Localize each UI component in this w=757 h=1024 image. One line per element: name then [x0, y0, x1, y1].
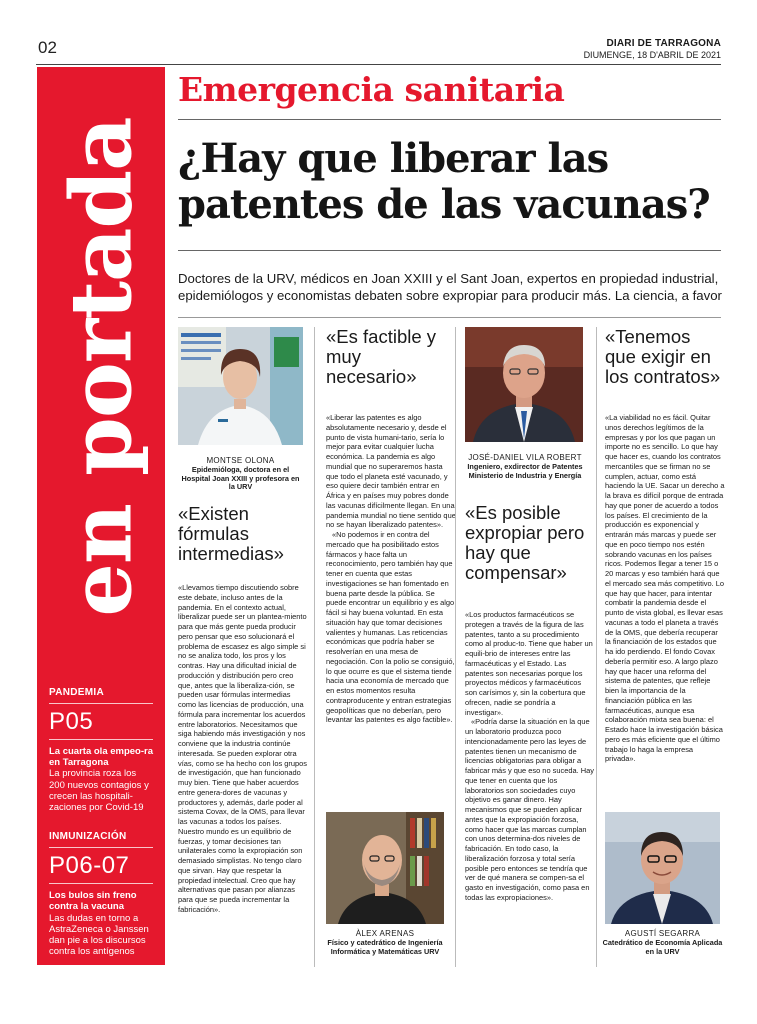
index-section: INMUNIZACIÓN: [49, 831, 153, 848]
expert-role: Ingeniero, exdirector de Patentes Ministerio de Industria y Energía: [467, 461, 583, 480]
index-panel: [37, 667, 165, 965]
expert-name: ÀLEX ARENAS: [355, 929, 415, 938]
article-subtitle: Doctores de la URV, médicos en Joan XXIII y el Sant Joan, expertos en propiedad industrial, epidemiólogos y economistas debaten sobre expropiar para producir más. La ciencia, a favor: [178, 271, 722, 303]
article-body: [465, 610, 595, 903]
kicker-divider: [178, 119, 721, 120]
index-entry[interactable]: [49, 813, 153, 957]
subtitle-divider: [178, 317, 721, 318]
index-teaser-text: La provincia roza los 200 nuevos contagios y crecen las hospitali-zaciones por Covid-19: [49, 768, 149, 814]
article-body: [605, 413, 725, 764]
portrait-photo: [605, 812, 720, 924]
body-paragraph: «Los productos farmacéuticos se protegen a través de la figura de las patentes, tanto a su procedimiento como al produc-to. Tiene que haber un equili-brio de intereses entre las farmacéuticas y el Estado. Las patentes son necesarias porque los proyectos médicos y farmacéuticos son carísimos y, sin la cobertura que ofrecen, nadie se pondría a investigar».: [465, 610, 593, 717]
article-headline: ¿Hay que liberar las patentes de las vacunas?: [178, 135, 710, 228]
headline-divider: [178, 250, 721, 251]
expert-role: Físico y catedrático de Ingeniería Informática y Matemáticas URV: [327, 937, 443, 956]
expert-name: AGUSTÍ SEGARRA: [624, 929, 701, 938]
pull-quote: «Es factible y muy necesario»: [326, 326, 437, 387]
section-band: [37, 67, 165, 667]
index-teaser-text: Las dudas en torno a AstraZeneca o Janssen dan pie a los discursos contra los antígenos: [49, 912, 149, 958]
portrait-photo: [465, 327, 583, 442]
pull-quote: «Existen fórmulas intermedias»: [178, 503, 284, 564]
article-kicker: Emergencia sanitaria: [178, 70, 565, 109]
index-pages: P06-07: [49, 848, 153, 884]
expert-role: Epidemióloga, doctora en el Hospital Joan XXIII y profesora en la URV: [181, 464, 300, 492]
portrait-photo: [178, 327, 303, 445]
index-section: PANDEMIA: [49, 687, 153, 704]
column-divider: [314, 327, 315, 967]
index-teaser: [49, 746, 153, 813]
newspaper-name: DIARI DE TARRAGONA: [606, 38, 721, 49]
expert-name: MONTSE OLONA: [206, 456, 275, 465]
body-paragraph: «No podemos ir en contra del mercado que ha posibilitado estos fármacos y hace falta un reconocimiento, pero también hay que tener en cuenta que estas investigaciones se han fomentado en buena parte desde la pública. Se puede encontrar un equilibrio y es algo fácil si hay buena voluntad. En esta situación hay que tomar decisiones valientes y humanas. Las reticencias económicas que podría haber se resolverían en una mesa de negociación. Con la polio se consiguió, lo que ocurre es que el sistema tiende hacia una economía de mercado que en estos momentos resulta contraproducente y entran estrategias geopolíticas que no deberían, pero levantar las patentes es algo factible».: [326, 530, 455, 725]
body-paragraph: «La viabilidad no es fácil. Quitar unos derechos legítimos de la empresas y por los que pagan un importe no es sencillo. Lo que hay que hacer es, cuando los contratos mercantiles que se firman no se cumplen, actuar, como está haciendo la UE. Sacar un derecho a la brava es difícil porque de entrada hay que poner de acuerdo a todos los países. El crecimiento de la producción es exponencial y entrarán más marcas y puede ser que en poco tiempo nos estén sobrando vacunas en los países ricos. Podemos llegar a tener 15 o 20 marcas y eso también hará que el mercado sea más competitivo. Lo que hay que hacer, para intentar combatir la pandemia desde el punto de vista global, es llevar esas vacunas a todo el planeta a través de la OMS, que debería recuperar la financiación de los estados que ha ido perdiendo. El fondo Covax debería permitir eso. A largo plazo hay que hacer una reforma del sistema de patentes, que refleje bien la importancia de la financiación pública en las farmacéuticas, aunque esa colaboración mixta sea buena: el Estado hace la investigación básica pero es más eficiente que el último trabajo lo haga la empresa privada».: [605, 413, 725, 764]
body-paragraph: «Liberar las patentes es algo absolutamente necesario y, desde el punto de vista humani-tario, sería lo mejor para evitar cualquier lucha económica. La pandemia es algo mundial que no superaremos hasta que todo el planeta esté vacunado, y eso quiere decir también entrar en África y en países muy pobres donde las vacunas difícilmente llegan. En una pandemia mundial no tiene sentido que no se hayan liberalizado patentes».: [326, 413, 456, 530]
header-divider: [36, 64, 721, 65]
index-pages: P05: [49, 704, 153, 740]
photo-caption: [600, 930, 725, 956]
portrait-photo: [326, 812, 444, 924]
pull-quote: «Tenemos que exigir en los contratos»: [605, 326, 721, 387]
index-teaser: [49, 890, 153, 957]
pull-quote: «Es posible expropiar pero hay que compensar»: [465, 502, 585, 583]
photo-caption: [460, 454, 590, 480]
article-body: [326, 413, 456, 725]
body-paragraph: «Llevamos tiempo discutiendo sobre este debate, incluso antes de la pandemia. En el contexto actual, liberalizar puede ser un plantea-miento para que más gente pueda producir pero pensar que eso solucionará el problema de escasez es algo simple si no se analiza todo, los pros y los contras. Hay una dificultad inicial de producción y distribución pero creo que, antes que la liberaliza-ción, se pueden usar fórmulas intermedias como las licencias de producción, una fórmula para incrementar los acuerdos entre laboratorios. Necesitamos que siga habiendo más investigación y nos conviene que la industria continúe interesada. Se pueden explorar otra vías, como se ha hecho con los grupos de investigación, que han funcionado muy bien. Tiene que haber acuerdos entre genera-dores de vacunas y productores y, además, darle poder al sistema Covax, de la OMS, para llevar las vacunas a todos los países. Nuestro mundo es un equilibrio de fuerzas, y tomar decisiones tan unilaterales como la expropiación son demasiado simplistas. No tengo claro que sirvan. Hay que respetar la propiedad intelectual. Creo que hay alternativas que pasan por alianzas para que se pueda incrementar la fabricación».: [178, 583, 307, 914]
column-divider: [455, 327, 456, 967]
photo-caption: [320, 930, 450, 956]
photo-caption: [178, 457, 303, 492]
article-body: [178, 583, 308, 915]
page-number: 02: [38, 38, 57, 57]
index-teaser-title: La cuarta ola empeo-ra en Tarragona: [49, 746, 154, 769]
publication-date: DIUMENGE, 18 D'ABRIL DE 2021: [583, 50, 721, 60]
expert-name: JOSÉ-DANIEL VILA ROBERT: [468, 453, 582, 462]
section-title-vertical: en portada: [51, 117, 151, 617]
masthead: [584, 38, 721, 60]
index-teaser-title: Los bulos sin freno contra la vacuna: [49, 890, 137, 913]
body-paragraph: «Podría darse la situación en la que un laboratorio produzca poco intencionadamente pero las leyes de patentes tienen un mecanismo de licencias obligatorias para obligar a fabricar más y que eso no suceda. Hay que tener en cuenta que los laboratorios son sociedades cuyo objetivo es ganar dinero. Hay mecanismos que se pueden aplicar antes que la expropiación forzosa, como hacer que las marcas cumplan con unos determina-dos niveles de fabricación. En todo caso, la liberalización forzosa y total sería posible pero entonces se tendría que ver de qué manera se compen-sa el gasto en investigación, como pasa en todas las expropiaciones».: [465, 717, 594, 902]
index-entry[interactable]: [49, 667, 153, 813]
column-divider: [596, 327, 597, 967]
expert-role: Catedrático de Economía Aplicada en la URV: [602, 937, 723, 956]
